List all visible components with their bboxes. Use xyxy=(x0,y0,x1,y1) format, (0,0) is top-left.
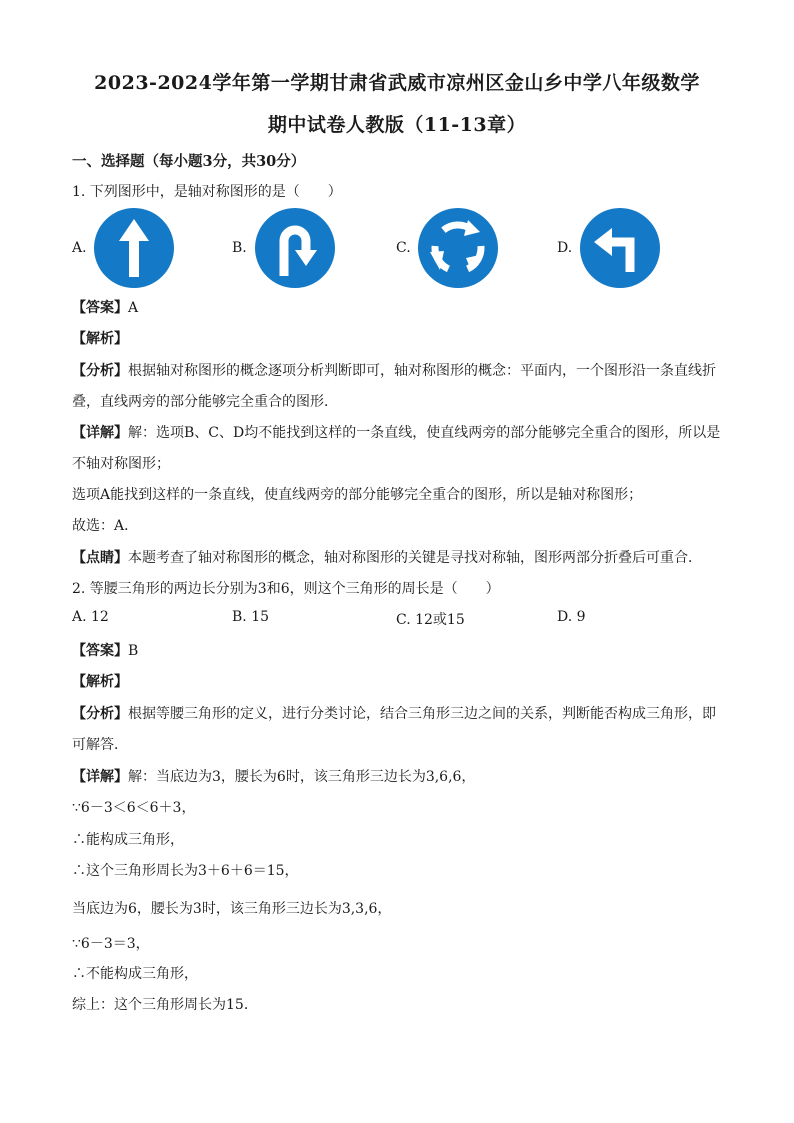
fenxi-tag: 【分析】 xyxy=(72,363,128,379)
q1-dianjing-line xyxy=(72,547,732,567)
xiangjie-tag: 【详解】 xyxy=(72,425,128,441)
q2-fenxi-line1 xyxy=(72,703,732,723)
q2-xiangjie-line8: 综上：这个三角形周长为15． xyxy=(72,997,258,1013)
xiangjie-text: 解：当底边为3，腰长为6时，该三角形三边长为3,6,6， xyxy=(128,769,476,785)
q1-xiangjie-line2: 不轴对称图形； xyxy=(72,456,170,472)
fenxi-text: 根据等腰三角形的定义，进行分类讨论，结合三角形三边之间的关系，判断能否构成三角形，即 xyxy=(128,706,716,722)
q2-analysis-line xyxy=(72,671,732,691)
q2-xiangjie-line4: ∴这个三角形周长为3＋6＋6＝15， xyxy=(72,863,299,879)
q2-option-a: A. 12 xyxy=(72,609,109,625)
q2-xiangjie-line2: ∵6－3＜6＜6＋3， xyxy=(72,800,196,816)
q1-xiangjie-line1 xyxy=(72,422,732,442)
analysis-tag: 【解析】 xyxy=(72,674,128,690)
q1-option-a-label: A. xyxy=(72,240,87,256)
answer-tag: 【答案】 xyxy=(72,643,128,659)
q2-xiangjie-line1 xyxy=(72,766,732,786)
q2-xiangjie-line6: ∵6－3＝3， xyxy=(72,936,150,952)
q2-xiangjie-line7: ∴不能构成三角形， xyxy=(72,966,198,982)
q1-option-b-label: B. xyxy=(232,240,247,256)
question-1-stem: 1. 下列图形中，是轴对称图形的是（ ） xyxy=(72,184,342,200)
fenxi-text: 根据轴对称图形的概念逐项分析判断即可，轴对称图形的概念：平面内，一个图形沿一条直线折 xyxy=(128,363,716,379)
xiangjie-tag: 【详解】 xyxy=(72,769,128,785)
q1-option-c-label: C. xyxy=(396,240,411,256)
left-turn-sign-icon xyxy=(580,208,660,288)
dianjing-tag: 【点睛】 xyxy=(72,550,128,566)
q1-fenxi-line1 xyxy=(72,360,732,380)
q1-option-d-label: D. xyxy=(557,240,573,256)
answer-tag: 【答案】 xyxy=(72,300,128,316)
analysis-tag: 【解析】 xyxy=(72,331,128,347)
q1-analysis-line xyxy=(72,328,732,348)
answer-value: B xyxy=(128,643,139,659)
q1-fenxi-line2: 叠，直线两旁的部分能够完全重合的图形． xyxy=(72,394,338,410)
xiangjie-text: 解：选项B、C、D均不能找到这样的一条直线，使直线两旁的部分能够完全重合的图形，所以是 xyxy=(128,425,721,441)
q2-xiangjie-line5: 当底边为6，腰长为3时，该三角形三边长为3,3,6， xyxy=(72,901,392,917)
straight-arrow-sign-icon xyxy=(94,208,174,288)
q1-answer-line xyxy=(72,297,732,317)
fenxi-tag: 【分析】 xyxy=(72,706,128,722)
q1-xiangjie-line3: 选项A能找到这样的一条直线，使直线两旁的部分能够完全重合的图形，所以是轴对称图形； xyxy=(72,487,643,503)
exam-title-line1: 2023-2024学年第一学期甘肃省武威市凉州区金山乡中学八年级数学 xyxy=(94,72,700,94)
q2-answer-line xyxy=(72,640,732,660)
section-heading-choice: 一、选择题（每小题3分，共30分） xyxy=(72,153,306,170)
q2-fenxi-line2: 可解答． xyxy=(72,737,128,753)
q2-xiangjie-line3: ∴能构成三角形， xyxy=(72,832,184,848)
u-turn-sign-icon xyxy=(255,208,335,288)
q2-option-d: D. 9 xyxy=(557,609,586,625)
q2-option-b: B. 15 xyxy=(232,609,270,625)
exam-title-line2: 期中试卷人教版（11-13章） xyxy=(267,114,527,136)
q1-xiangjie-line4: 故选：A． xyxy=(72,518,139,534)
answer-value: A xyxy=(128,300,139,316)
roundabout-sign-icon xyxy=(418,208,498,288)
question-2-stem: 2. 等腰三角形的两边长分别为3和6，则这个三角形的周长是（ ） xyxy=(72,581,500,597)
dianjing-text: 本题考查了轴对称图形的概念，轴对称图形的关键是寻找对称轴，图形两部分折叠后可重合． xyxy=(128,550,702,566)
q2-option-c: C. 12或15 xyxy=(396,612,465,628)
